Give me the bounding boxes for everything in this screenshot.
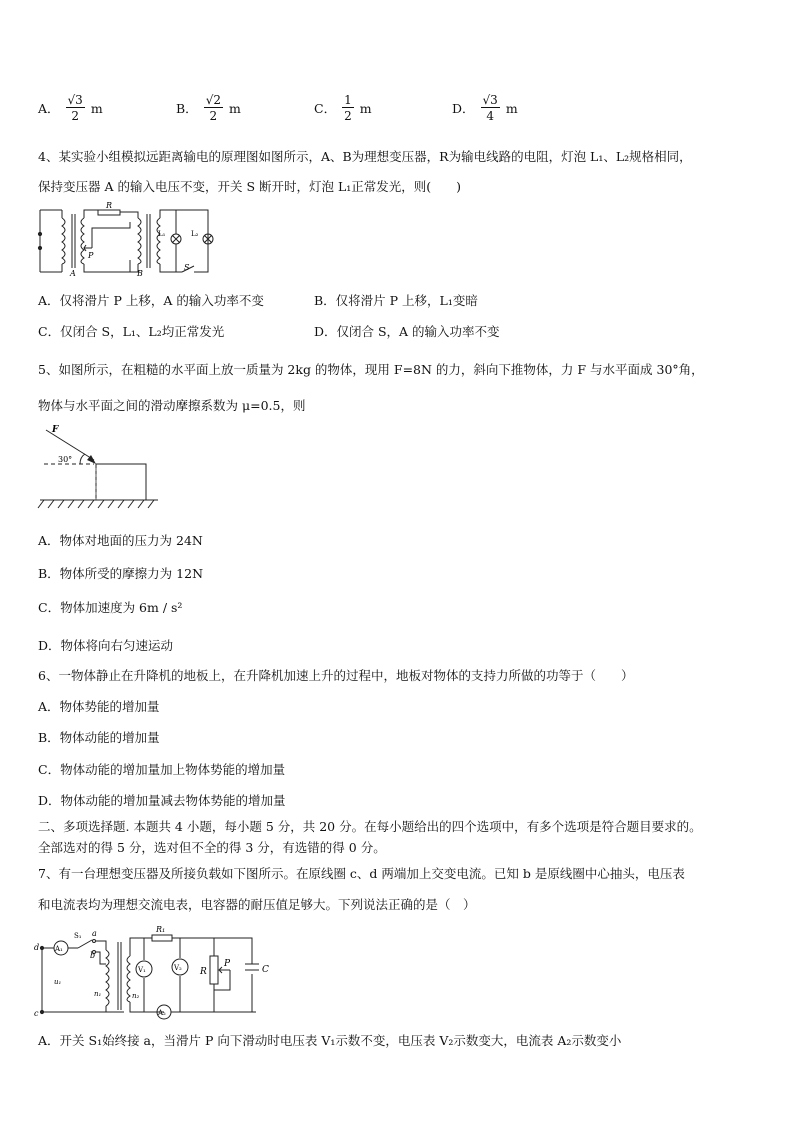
q4-option-d: D．仅闭合 S，A 的输入功率不变 — [314, 324, 500, 339]
q5-fig-label-angle: 30° — [58, 455, 73, 464]
q5-option-b: B．物体所受的摩擦力为 12N — [38, 566, 204, 581]
q3-option-d — [452, 94, 518, 122]
q5-stem-line2: 物体与水平面之间的滑动摩擦系数为 μ=0.5，则 — [38, 398, 306, 413]
section2-heading-line2: 全部选对的得 5 分，选对但不全的得 3 分，有选错的得 0 分。 — [38, 840, 386, 855]
q7-option-a: A．开关 S₁始终接 a，当滑片 P 向下滑动时电压表 V₁示数不变，电压表 V₂示数变大，电流表 A₂示数变小 — [38, 1033, 622, 1048]
q7-fig-label-a: a — [92, 929, 97, 938]
q7-stem-line2: 和电流表均为理想交流电表，电容器的耐压值足够大。下列说法正确的是（ ） — [38, 897, 476, 912]
q3-option-a — [38, 94, 103, 122]
q3-option-a-denominator: 2 — [71, 109, 79, 123]
q4-fig-label-l2: L₂ — [191, 230, 199, 238]
q7-fig-label-cap: C — [262, 965, 269, 975]
q4-circuit-diagram — [34, 201, 214, 278]
q7-fig-label-u1: u₁ — [54, 978, 62, 986]
q3-option-c-unit: m — [359, 100, 372, 116]
q4-fig-label-b: B — [137, 269, 143, 278]
q4-stem-line2: 保持变压器 A 的输入电压不变，开关 S 断开时，灯泡 L₁正常发光，则( ) — [38, 179, 462, 194]
q7-fig-label-n1: n₁ — [94, 990, 102, 998]
q7-fig-label-a2: A₂ — [158, 1009, 166, 1017]
q7-circuit-diagram — [34, 920, 284, 1020]
q4-option-b: B．仅将滑片 P 上移，L₁变暗 — [314, 293, 478, 308]
q3-option-d-denominator: 4 — [486, 109, 494, 123]
q7-fig-label-r: R — [200, 967, 207, 977]
q3-option-b-unit: m — [228, 100, 241, 116]
q7-fig-label-a1: A₁ — [55, 945, 63, 953]
q3-option-d-fraction — [481, 94, 500, 122]
q4-fig-label-l1: L₁ — [158, 230, 166, 238]
q3-option-b-fraction — [204, 94, 223, 122]
q3-option-c — [314, 94, 372, 122]
q4-option-a: A．仅将滑片 P 上移，A 的输入功率不变 — [38, 293, 264, 308]
q3-option-c-fraction — [342, 94, 354, 122]
q5-force-diagram — [36, 424, 166, 516]
q5-stem-line1: 5、如图所示，在粗糙的水平面上放一质量为 2kg 的物体，现用 F=8N 的力，斜向下推物体，力 F 与水平面成 30°角， — [38, 362, 704, 377]
q7-fig-label-d: d — [34, 943, 40, 952]
q3-option-a-unit: m — [90, 100, 103, 116]
q4-fig-label-a: A — [70, 269, 76, 278]
q4-fig-label-r: R — [106, 201, 113, 210]
q7-fig-label-b: b — [90, 951, 96, 960]
q6-option-b: B．物体动能的增加量 — [38, 730, 160, 745]
q5-fig-label-f: F — [52, 425, 59, 435]
q3-option-c-label: C． — [314, 101, 337, 116]
q4-fig-label-s: S — [184, 263, 190, 272]
q7-fig-label-p: P — [224, 959, 231, 969]
q6-option-a: A．物体势能的增加量 — [38, 699, 160, 714]
q4-fig-label-p: P — [88, 251, 94, 260]
q7-fig-label-s1: S₁ — [74, 932, 82, 940]
q3-option-d-unit: m — [505, 100, 518, 116]
q3-option-c-denominator: 2 — [344, 109, 352, 123]
q6-option-d: D．物体动能的增加量减去物体势能的增加量 — [38, 793, 286, 808]
section2-heading-line1: 二、多项选择题. 本题共 4 小题，每小题 5 分，共 20 分。在每小题给出的四个选项中，有多个选项是符合题目要求的。 — [38, 819, 702, 834]
q5-option-d: D．物体将向右匀速运动 — [38, 638, 174, 653]
q5-option-c: C．物体加速度为 6m / s² — [38, 600, 183, 615]
q3-option-b — [176, 94, 241, 122]
q3-option-d-numerator: √3 — [482, 93, 498, 107]
q7-fig-label-n2: n₂ — [132, 992, 140, 1000]
q3-option-b-label: B． — [176, 101, 198, 116]
q6-stem: 6、一物体静止在升降机的地板上，在升降机加速上升的过程中，地板对物体的支持力所做的功等于（ ） — [38, 668, 634, 683]
q3-option-a-fraction — [66, 94, 85, 122]
q3-option-a-label: A． — [38, 101, 60, 116]
q3-option-b-denominator: 2 — [209, 109, 218, 123]
q7-fig-label-c: c — [34, 1009, 39, 1018]
q3-option-a-numerator: √3 — [67, 93, 83, 107]
q7-stem-line1: 7、有一台理想变压器及所接负载如下图所示。在原线圈 c、d 两端加上交变电流。已知 b 是原线圈中心抽头，电压表 — [38, 866, 685, 881]
q7-fig-label-r1: R₁ — [156, 925, 166, 934]
q5-option-a: A．物体对地面的压力为 24N — [38, 533, 203, 548]
q3-option-b-numerator: √2 — [205, 93, 221, 107]
q7-fig-label-v1: V₁ — [138, 966, 146, 974]
q6-option-c: C．物体动能的增加量加上物体势能的增加量 — [38, 762, 286, 777]
q3-option-c-numerator: 1 — [344, 93, 352, 107]
q7-fig-label-v2: V₂ — [174, 964, 182, 972]
q3-option-d-label: D． — [452, 101, 475, 116]
q4-option-c: C．仅闭合 S，L₁、L₂均正常发光 — [38, 324, 225, 339]
q4-stem-line1: 4、某实验小组模拟远距离输电的原理图如图所示，A、B为理想变压器，R为输电线路的电阻，灯泡 L₁、L₂规格相同， — [38, 149, 692, 164]
